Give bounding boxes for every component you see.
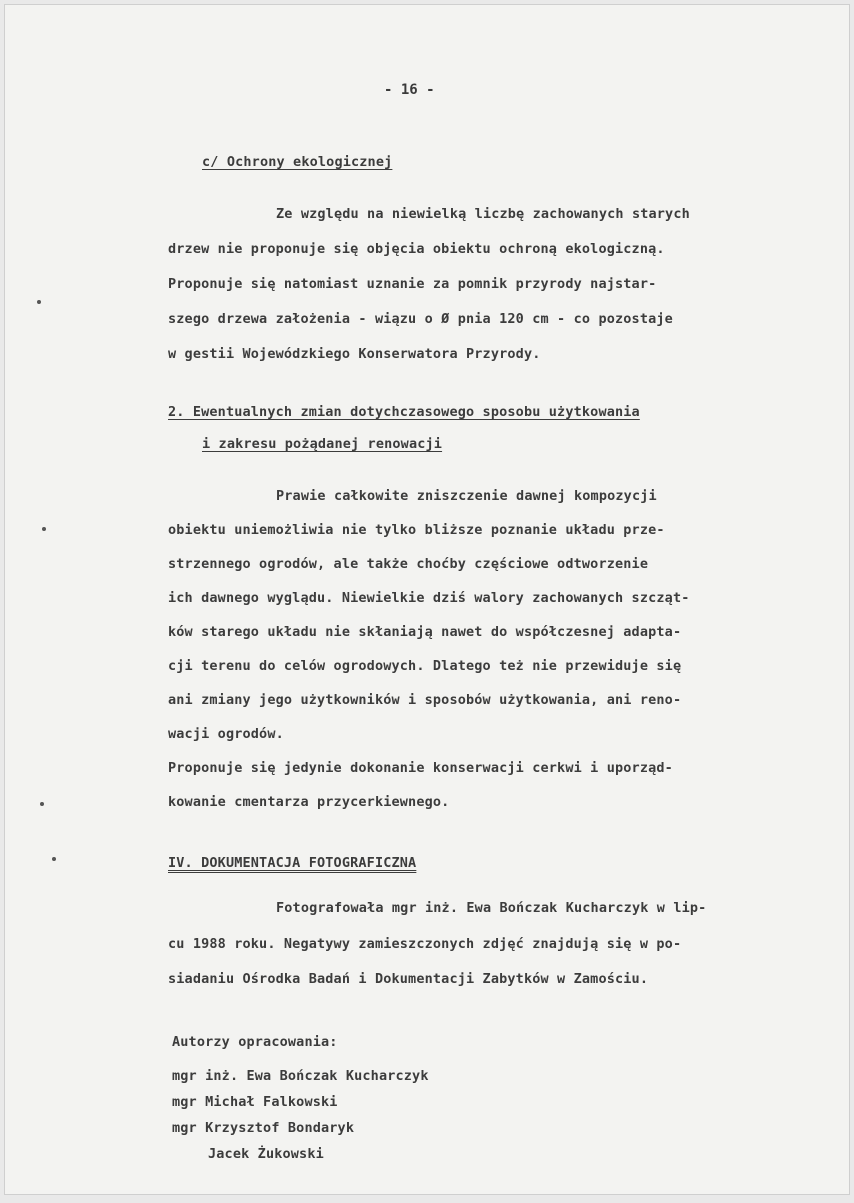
- text-line: szego drzewa założenia - wiązu o Ø pnia 120 cm - co pozostaje: [168, 311, 673, 327]
- text-line: Proponuje się natomiast uznanie za pomnik przyrody najstar-: [168, 276, 657, 292]
- page-number: - 16 -: [384, 82, 435, 98]
- text-line: Prawie całkowite zniszczenie dawnej kompozycji: [276, 488, 657, 504]
- text-line: kowanie cmentarza przycerkiewnego.: [168, 794, 450, 810]
- document-page: [4, 4, 850, 1195]
- text-line: cji terenu do celów ogrodowych. Dlatego też nie przewiduje się: [168, 658, 682, 674]
- text-line: ków starego układu nie skłaniają nawet do współczesnej adapta-: [168, 624, 682, 640]
- text-line: obiektu uniemożliwia nie tylko bliższe poznanie układu prze-: [168, 522, 665, 538]
- text-line: w gestii Wojewódzkiego Konserwatora Przyrody.: [168, 346, 541, 362]
- text-line: strzennego ogrodów, ale także choćby częściowe odtworzenie: [168, 556, 649, 572]
- margin-dot: [37, 300, 41, 304]
- section-2-heading-line1: 2. Ewentualnych zmian dotychczasowego sposobu użytkowania: [168, 404, 640, 420]
- text-line: ich dawnego wyglądu. Niewielkie dziś walory zachowanych szcząt-: [168, 590, 690, 606]
- text-line: Ze względu na niewielką liczbę zachowanych starych: [276, 206, 690, 222]
- margin-dot: [52, 857, 56, 861]
- author-name: Jacek Żukowski: [208, 1146, 324, 1162]
- text-line: drzew nie proponuje się objęcia obiektu ochroną ekologiczną.: [168, 241, 665, 257]
- text-line: cu 1988 roku. Negatywy zamieszczonych zdjęć znajdują się w po-: [168, 936, 682, 952]
- text-line: Proponuje się jedynie dokonanie konserwacji cerkwi i uporząd-: [168, 760, 673, 776]
- author-name: mgr Krzysztof Bondaryk: [172, 1120, 355, 1136]
- text-line: ani zmiany jego użytkowników i sposobów użytkowania, ani reno-: [168, 692, 682, 708]
- text-line: Fotografowała mgr inż. Ewa Bończak Kucharczyk w lip-: [276, 900, 707, 916]
- section-4-heading: IV. DOKUMENTACJA FOTOGRAFICZNA: [168, 855, 417, 871]
- margin-dot: [42, 527, 46, 531]
- author-name: mgr Michał Falkowski: [172, 1094, 338, 1110]
- author-name: mgr inż. Ewa Bończak Kucharczyk: [172, 1068, 429, 1084]
- margin-dot: [40, 802, 44, 806]
- section-2-heading-line2: i zakresu pożądanej renowacji: [202, 436, 443, 452]
- authors-label: Autorzy opracowania:: [172, 1034, 338, 1050]
- text-line: siadaniu Ośrodka Badań i Dokumentacji Zabytków w Zamościu.: [168, 971, 649, 987]
- text-line: wacji ogrodów.: [168, 726, 284, 742]
- section-c-heading: c/ Ochrony ekologicznej: [202, 154, 393, 170]
